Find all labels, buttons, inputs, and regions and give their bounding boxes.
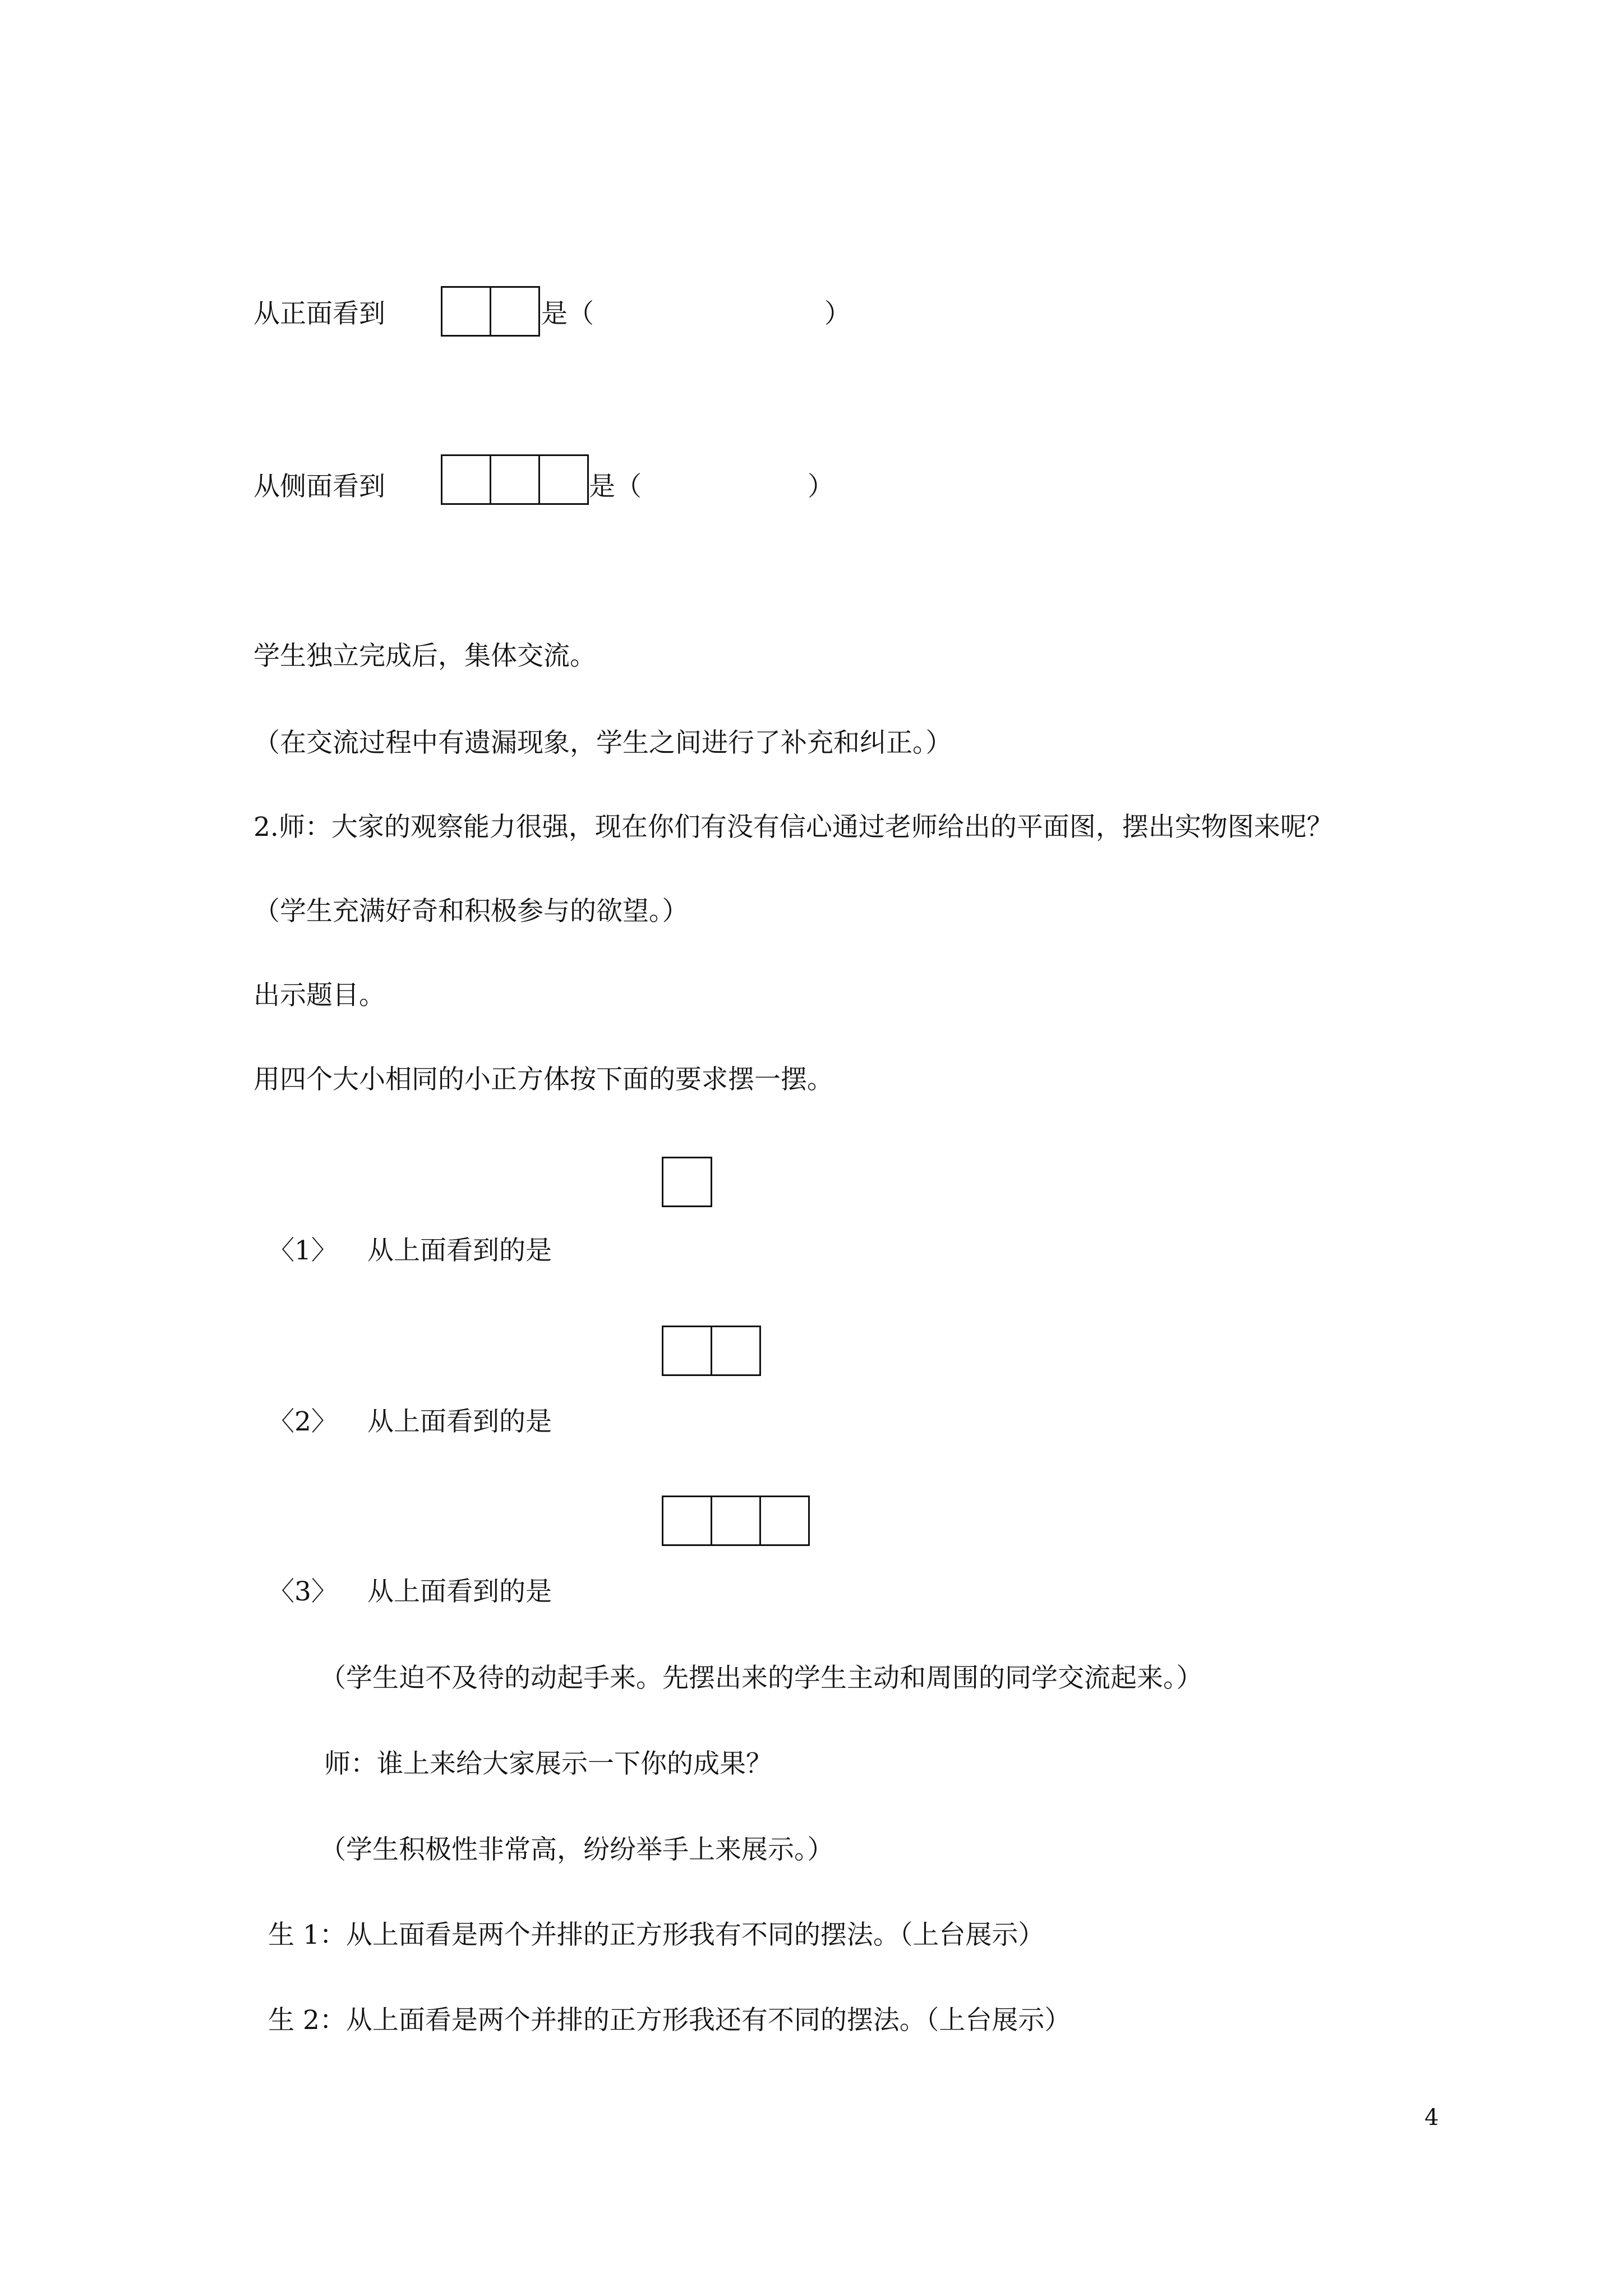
paragraph: 用四个大小相同的小正方体按下面的要求摆一摆。 (253, 1064, 833, 1095)
paragraph: 出示题目。 (253, 980, 385, 1011)
square (441, 454, 491, 505)
paragraph: 学生独立完成后，集体交流。 (253, 641, 596, 671)
paragraph: （在交流过程中有遗漏现象，学生之间进行了补充和纠正。） (253, 728, 952, 758)
square (662, 1326, 712, 1376)
paragraph: 2.师：大家的观察能力很强，现在你们有没有信心通过老师给出的平面图，摆出实物图来呢？ (253, 812, 1333, 843)
question-number: 〈1〉 (268, 1235, 338, 1266)
top-view-2-squares (662, 1326, 761, 1376)
square (662, 1496, 712, 1546)
side-view-answer-open: 是（ (589, 471, 642, 502)
front-view-label: 从正面看到 (253, 298, 385, 329)
top-view-1-square (662, 1157, 712, 1207)
square (538, 454, 589, 505)
front-view-answer-close: ） (824, 298, 851, 329)
page-number: 4 (1424, 2105, 1439, 2131)
question-text: 从上面看到的是 (367, 1235, 552, 1266)
paragraph: （学生迫不及待的动起手来。先摆出来的学生主动和周围的同学交流起来。） (320, 1663, 1203, 1694)
square (441, 286, 491, 337)
paragraph: （学生充满好奇和积极参与的欲望。） (253, 896, 689, 927)
paragraph: 生 1：从上面看是两个并排的正方形我有不同的摆法。（上台展示） (268, 1920, 1045, 1950)
side-view-squares (441, 454, 589, 505)
square (711, 1496, 761, 1546)
front-view-squares (441, 286, 540, 337)
question-number: 〈3〉 (268, 1576, 338, 1607)
side-view-answer-close: ） (808, 471, 834, 502)
question-text: 从上面看到的是 (367, 1406, 552, 1437)
square (490, 454, 540, 505)
paragraph: （学生积极性非常高，纷纷举手上来展示。） (320, 1834, 834, 1865)
square (490, 286, 540, 337)
front-view-answer-open: 是（ (541, 298, 594, 329)
square (759, 1496, 810, 1546)
top-view-3-squares (662, 1496, 810, 1546)
paragraph: 师：谁上来给大家展示一下你的成果？ (324, 1749, 772, 1779)
square (711, 1326, 761, 1376)
question-number: 〈2〉 (268, 1406, 338, 1437)
paragraph: 生 2：从上面看是两个并排的正方形我还有不同的摆法。（上台展示） (268, 2005, 1071, 2036)
question-text: 从上面看到的是 (367, 1576, 552, 1607)
side-view-label: 从侧面看到 (253, 471, 385, 502)
